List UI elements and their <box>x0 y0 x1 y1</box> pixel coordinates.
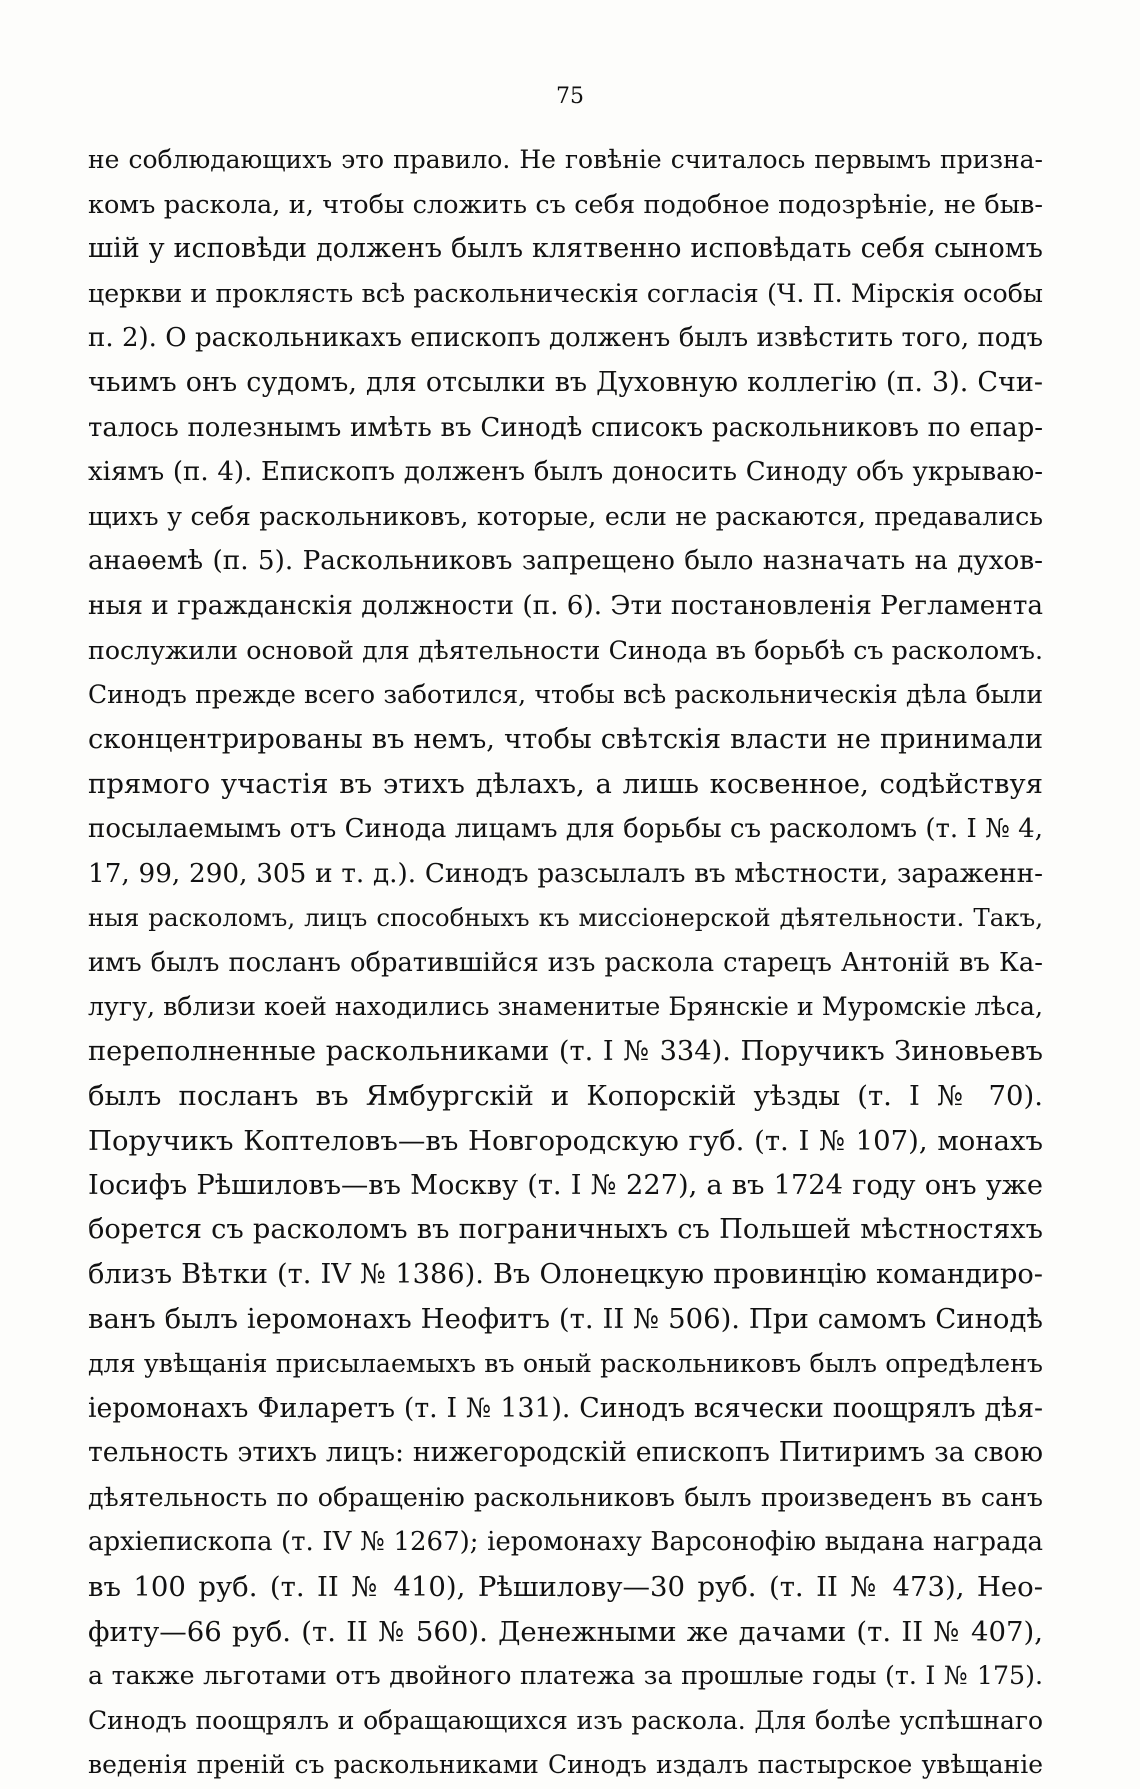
text-line: переполненные раскольниками (т. I № 334). Поручикъ Зиновьевъ <box>88 1035 1043 1067</box>
text-line: анаѳемѣ (п. 5). Раскольниковъ запрещено было назначать на духов- <box>88 546 1043 577</box>
text-line: талось полезнымъ имѣть въ Синодѣ списокъ раскольниковъ по епар- <box>88 412 1043 443</box>
text-line: хіямъ (п. 4). Епископъ долженъ былъ доносить Синоду объ укрываю- <box>88 457 1043 488</box>
text-line: церкви и проклясть всѣ раскольническія согласія (Ч. П. Мірскія особы <box>88 278 1043 308</box>
text-line: имъ былъ посланъ обратившійся изъ раскола старецъ Антоній въ Ка- <box>88 947 1043 978</box>
text-line: Синодъ поощрялъ и обращающихся изъ раскола. Для болѣе успѣшнаго <box>88 1705 1043 1735</box>
text-line: лугу, вблизи коей находились знаменитые Брянскіе и Муромскіе лѣса, <box>88 992 1043 1022</box>
text-line: сконцентрированы въ немъ, чтобы свѣтскія власти не принимали <box>88 723 1043 755</box>
page-number: 75 <box>556 84 584 109</box>
text-line: п. 2). О раскольникахъ епископъ долженъ былъ извѣстить того, подъ <box>88 323 1043 354</box>
text-line: щихъ у себя раскольниковъ, которые, если не раскаются, предавались <box>88 501 1043 531</box>
text-line: комъ раскола, и, чтобы сложить съ себя подобное подозрѣніе, не быв- <box>88 189 1043 220</box>
text-line: Іосифъ Рѣшиловъ—въ Москву (т. I № 227), а въ 1724 году онъ уже <box>88 1169 1043 1201</box>
text-line: ванъ былъ іеромонахъ Неофитъ (т. II № 506). При самомъ Синодѣ <box>88 1303 1043 1336</box>
text-line: архіепископа (т. IV № 1267); іеромонаху Варсонофію выдана награда <box>88 1527 1043 1558</box>
text-line: фиту—66 руб. (т. II № 560). Денежными же дачами (т. II № 407), <box>88 1615 1043 1648</box>
text-line: веденія преній съ раскольниками Синодъ издалъ пастырское увѣщаніе <box>88 1750 1043 1780</box>
text-line: іеромонахъ Филаретъ (т. I № 131). Синодъ всячески поощрялъ дѣя- <box>88 1392 1043 1424</box>
text-line: а также льготами отъ двойного платежа за прошлые годы (т. I № 175). <box>88 1661 1043 1691</box>
text-line: чьимъ онъ судомъ, для отсылки въ Духовную коллегію (п. 3). Счи- <box>88 366 1043 398</box>
text-line: тельность этихъ лицъ: нижегородскій епископъ Питиримъ за свою <box>88 1437 1043 1469</box>
text-line: посылаемымъ отъ Синода лицамъ для борьбы съ расколомъ (т. I № 4, <box>88 813 1043 844</box>
text-line: ныя и гражданскія должности (п. 6). Эти постановленія Регламента <box>88 590 1043 621</box>
text-line: прямого участія въ этихъ дѣлахъ, а лишь косвенное, содѣйствуя <box>88 768 1043 801</box>
text-line: борется съ расколомъ въ пограничныхъ съ Польшей мѣстностяхъ <box>88 1214 1043 1246</box>
text-line: 17, 99, 290, 305 и т. д.). Синодъ разсылалъ въ мѣстности, зараженн- <box>88 858 1043 889</box>
text-line: былъ посланъ въ Ямбургскій и Копорскій уѣзды (т. I № 70). <box>88 1080 1043 1113</box>
text-line: Поручикъ Коптеловъ—въ Новгородскую губ. (т. I № 107), монахъ <box>88 1125 1043 1158</box>
text-line: дѣятельность по обращенію раскольниковъ былъ произведенъ въ санъ <box>88 1482 1043 1512</box>
text-body <box>88 138 1043 1788</box>
text-line: въ 100 руб. (т. II № 410), Рѣшилову—30 руб. (т. II № 473), Нео- <box>88 1571 1043 1603</box>
text-line: шій у исповѣди долженъ былъ клятвенно исповѣдать себя сыномъ <box>88 233 1043 265</box>
text-line: ныя расколомъ, лицъ способныхъ къ миссіонерской дѣятельности. Такъ, <box>88 903 1043 933</box>
text-line: близъ Вѣтки (т. IV № 1386). Въ Олонецкую провинцію командиро- <box>88 1258 1043 1290</box>
text-line: послужили основой для дѣятельности Синода въ борьбѣ съ расколомъ. <box>88 635 1043 665</box>
text-line: для увѣщанія присылаемыхъ въ оный раскольниковъ былъ опредѣленъ <box>88 1349 1043 1379</box>
text-line: не соблюдающихъ это правило. Не говѣніе считалось первымъ призна- <box>88 145 1043 174</box>
text-line: Синодъ прежде всего заботился, чтобы всѣ раскольническія дѣла были <box>88 680 1043 710</box>
